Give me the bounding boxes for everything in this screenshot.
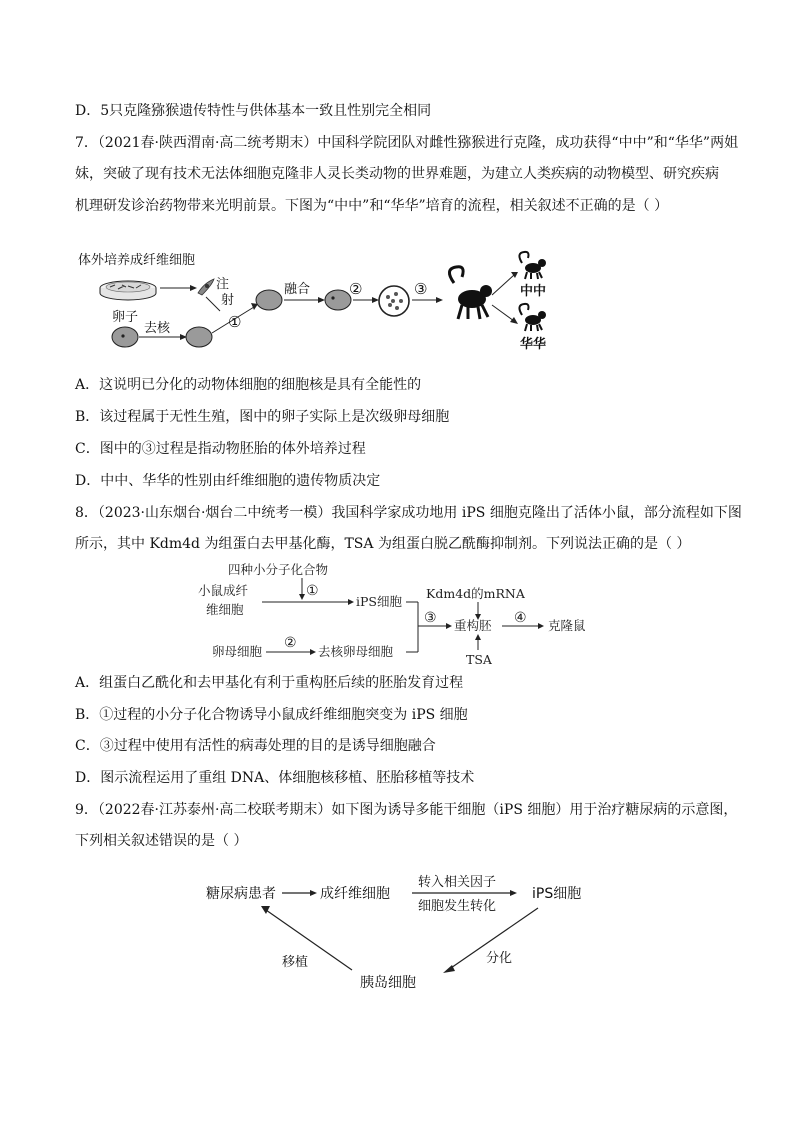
q8-fig-enucleated-oocyte: 去核卵母细胞 xyxy=(318,644,394,659)
monkey-huahua-icon xyxy=(519,304,546,331)
q8-stem-line2: 所示，其中 Kdm4d 为组蛋白去甲基化酶，TSA 为组蛋白脱乙酰酶抑制剂。下列说法正确的是（ ） xyxy=(75,536,691,552)
q9-fig-ips: iPS细胞 xyxy=(532,886,582,902)
q8-fig-step3: ③ xyxy=(424,610,437,626)
q7-option-a: A．这说明已分化的动物体细胞的细胞核是具有全能性的 xyxy=(75,377,422,393)
q8-fig-mouse-fiber-2: 维细胞 xyxy=(206,602,244,617)
arrow xyxy=(492,275,514,295)
q8-fig-oocyte: 卵母细胞 xyxy=(212,644,263,659)
q7-fig-name1: 中中 xyxy=(520,284,547,299)
q7-fig-inject-2: 射 xyxy=(221,293,235,308)
q9-stem-line1: 9．（2022春·江苏泰州·高二校联考期末）如下图为诱导多能干细胞（iPS 细胞）用于治疗糖尿病的示意图， xyxy=(75,802,738,818)
q8-option-c: C．③过程中使用有活性的病毒处理的目的是诱导细胞融合 xyxy=(75,738,436,754)
monkey-icon xyxy=(449,267,492,319)
q8-fig-mouse-fiber-1: 小鼠成纤 xyxy=(198,583,249,598)
q7-fig-culture-label: 体外培养成纤维细胞 xyxy=(78,253,196,268)
q8-fig-step2: ② xyxy=(284,635,297,651)
q8-fig-step1: ① xyxy=(306,583,319,599)
fibroblast-cell-icon xyxy=(198,279,214,295)
q7-stem-line2: 妹，突破了现有技术无法体细胞克隆非人灵长类动物的世界难题，为建立人类疾病的动物模型、研究疾病 xyxy=(75,166,719,182)
q8-fig-clone-mouse: 克隆鼠 xyxy=(548,618,586,633)
egg-cell-icon xyxy=(112,327,138,347)
q8-figure xyxy=(190,558,610,668)
q7-figure xyxy=(70,245,570,360)
reconstructed-egg-icon xyxy=(256,290,282,310)
q8-stem-line1: 8．（2023·山东烟台·烟台二中统考一模）我国科学家成功地用 iPS 细胞克隆出了活体小鼠，部分流程如下图 xyxy=(75,505,742,521)
q8-option-b: B．①过程的小分子化合物诱导小鼠成纤维细胞突变为 iPS 细胞 xyxy=(75,707,468,723)
q7-option-c: C．图中的③过程是指动物胚胎的体外培养过程 xyxy=(75,441,366,457)
q9-fig-differentiate: 分化 xyxy=(486,951,513,966)
embryo-icon xyxy=(379,286,409,316)
arrow xyxy=(492,305,514,321)
q8-option-d: D．图示流程运用了重组 DNA、体细胞核移植、胚胎移植等技术 xyxy=(75,770,475,786)
arrow xyxy=(206,297,220,311)
monkey-zhongzhong-icon xyxy=(519,252,546,279)
q8-fig-ips: iPS细胞 xyxy=(356,594,402,609)
q9-fig-fibroblast: 成纤维细胞 xyxy=(320,886,390,902)
q7-fig-step1: ① xyxy=(228,313,242,331)
petri-dish-icon xyxy=(100,281,156,300)
q7-fig-fusion-label: 融合 xyxy=(284,282,311,297)
q9-stem-line2: 下列相关叙述错误的是（ ） xyxy=(75,833,248,849)
q7-fig-step3: ③ xyxy=(414,280,428,298)
q9-fig-islet: 胰岛细胞 xyxy=(360,975,416,991)
q9-fig-factor: 转入相关因子 xyxy=(418,875,497,890)
q7-stem-line3: 机理研发诊治药物带来光明前景。下图为“中中”和“华华”培育的流程，相关叙述不正确的是（ ） xyxy=(75,198,669,214)
q7-fig-egg-label: 卵子 xyxy=(112,310,139,325)
fused-cell-icon xyxy=(325,290,351,310)
q9-figure xyxy=(200,870,620,995)
q8-fig-step4: ④ xyxy=(514,610,527,626)
q7-fig-enucleate-label: 去核 xyxy=(144,321,171,336)
q8-fig-reconstructed: 重构胚 xyxy=(454,618,492,633)
q7-fig-step2: ② xyxy=(349,280,363,298)
arrow xyxy=(266,910,352,970)
q7-option-b: B．该过程属于无性生殖，图中的卵子实际上是次级卵母细胞 xyxy=(75,409,450,425)
enucleated-egg-icon xyxy=(186,327,212,347)
q8-fig-tsa: TSA xyxy=(466,652,492,667)
q7-stem-line1: 7．（2021春·陕西渭南·高二统考期末）中国科学院团队对雌性猕猴进行克隆，成功获得“中中”和“华华”两姐 xyxy=(75,135,739,151)
q7-fig-name2: 华华 xyxy=(520,337,547,352)
q8-option-a: A．组蛋白乙酰化和去甲基化有利于重构胚后续的胚胎发育过程 xyxy=(75,675,464,691)
q7-fig-inject-1: 注 xyxy=(216,277,230,292)
q9-fig-transplant: 移植 xyxy=(282,955,309,970)
q9-fig-transform: 细胞发生转化 xyxy=(418,899,497,914)
q7-option-d: D．中中、华华的性别由纤维细胞的遗传物质决定 xyxy=(75,473,381,489)
q8-fig-compounds: 四种小分子化合物 xyxy=(228,562,329,577)
q6-option-d: D．5只克隆猕猴遗传特性与供体基本一致且性别完全相同 xyxy=(75,103,432,119)
q8-fig-kdm: Kdm4d的mRNA xyxy=(426,586,525,601)
q9-fig-patient: 糖尿病患者 xyxy=(206,886,276,902)
